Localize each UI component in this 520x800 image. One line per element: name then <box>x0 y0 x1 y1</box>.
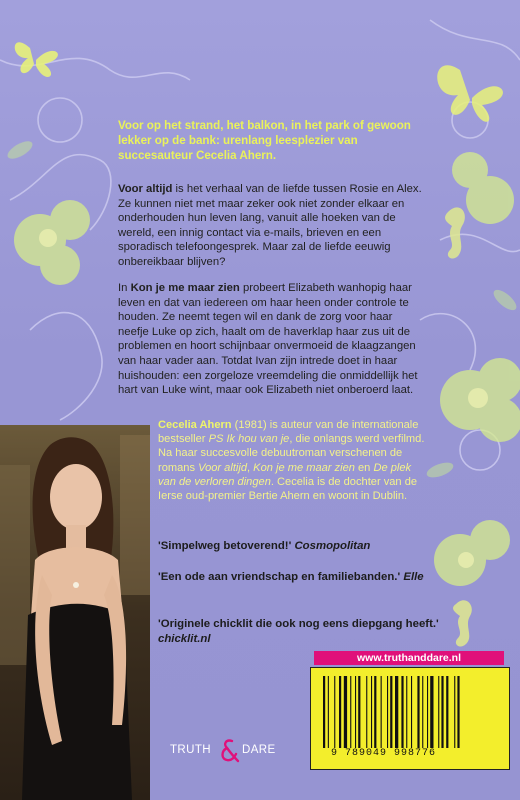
bio-text: en <box>354 461 374 474</box>
logo-text-left: TRUTH <box>170 744 211 756</box>
seahorse-icon <box>445 207 472 646</box>
book-title: De plek van de verloren dingen <box>158 461 412 488</box>
barcode-panel <box>310 667 510 770</box>
bio-text: . Cecelia is de dochter van de Ierse oud-premier Bertie Ahern en woont in Dublin. <box>158 475 418 503</box>
author-bio <box>158 418 428 503</box>
author-name: Cecelia Ahern <box>158 419 232 431</box>
intro-text: Voor op het strand, het balkon, in het park of gewoon lekker op de bank: urenlang leesplezier van succesauteur Cecelia Ahern. <box>118 119 411 163</box>
publisher-logo <box>170 738 290 764</box>
logo-text-right: DARE <box>242 744 276 756</box>
butterfly-icon <box>15 42 58 77</box>
author-photo <box>0 425 150 800</box>
quote-text: 'Een ode aan vriendschap en familiebanden.' <box>158 571 401 583</box>
quote-source: chicklit.nl <box>158 632 211 645</box>
butterfly-icon <box>437 65 503 122</box>
description-voor-altijd <box>118 182 423 270</box>
description-kon-je-me-maar-zien <box>118 281 423 398</box>
book-title: Kon je me maar zien <box>130 282 240 294</box>
book-title: Voor altijd <box>198 461 247 474</box>
book-title: Voor altijd <box>118 183 173 195</box>
quote-text: 'Simpelweg betoverend!' <box>158 540 292 552</box>
book-title: Kon je me maar zien <box>253 461 355 474</box>
quote-source: Elle <box>403 571 424 583</box>
quote-text: 'Originele chicklit die ook nog eens diepgang heeft.' <box>158 618 439 630</box>
ampersand-logo-icon <box>218 738 240 764</box>
bio-text: , die onlangs werd verfilmd. Na haar succesvolle debuutroman verschenen de romans <box>158 433 425 474</box>
bio-text: (1981) is auteur van de internationale bestseller <box>158 419 419 446</box>
description-prefix: In <box>118 282 131 294</box>
isbn-number: 9 789049 998776 <box>331 748 437 759</box>
review-quote <box>158 570 448 585</box>
bio-text: , <box>247 461 254 474</box>
description-text: is het verhaal van de liefde tussen Rosie en Alex. Ze kunnen niet met maar zeker ook niet zonder elkaar en onderhouden hun leven lang, vanuit alle hoeken van de wereld, een innig contact via e-mails, brieven en een sporadisch telefoongesprek. Maar zal de liefde eeuwig onbereikbaar blijven? <box>118 183 422 268</box>
review-quote <box>158 617 448 646</box>
description-text: probeert Elizabeth wanhopig haar leven en dat van iedereen om haar heen onder controle te houden. Ze neemt tegen wil en dank de zorg voor haar neefje Luke op zich, haalt om de haverklap haar zus uit de problemen en hoort schijnbaar onvermoeid de klaagzangen van haar vader aan. Totdat Ivan zijn intrede doet in haar huishouden: een zorgeloze vreemdeling die onmiddellijk het hart van Luke wint, maar ook Elizabeth niet onberoerd laat. <box>118 282 418 397</box>
quote-source: Cosmopolitan <box>294 540 371 552</box>
publisher-website[interactable]: www.truthanddare.nl <box>314 651 504 665</box>
barcode <box>319 676 501 748</box>
review-quote <box>158 539 448 554</box>
book-title: PS Ik hou van je <box>208 433 290 446</box>
